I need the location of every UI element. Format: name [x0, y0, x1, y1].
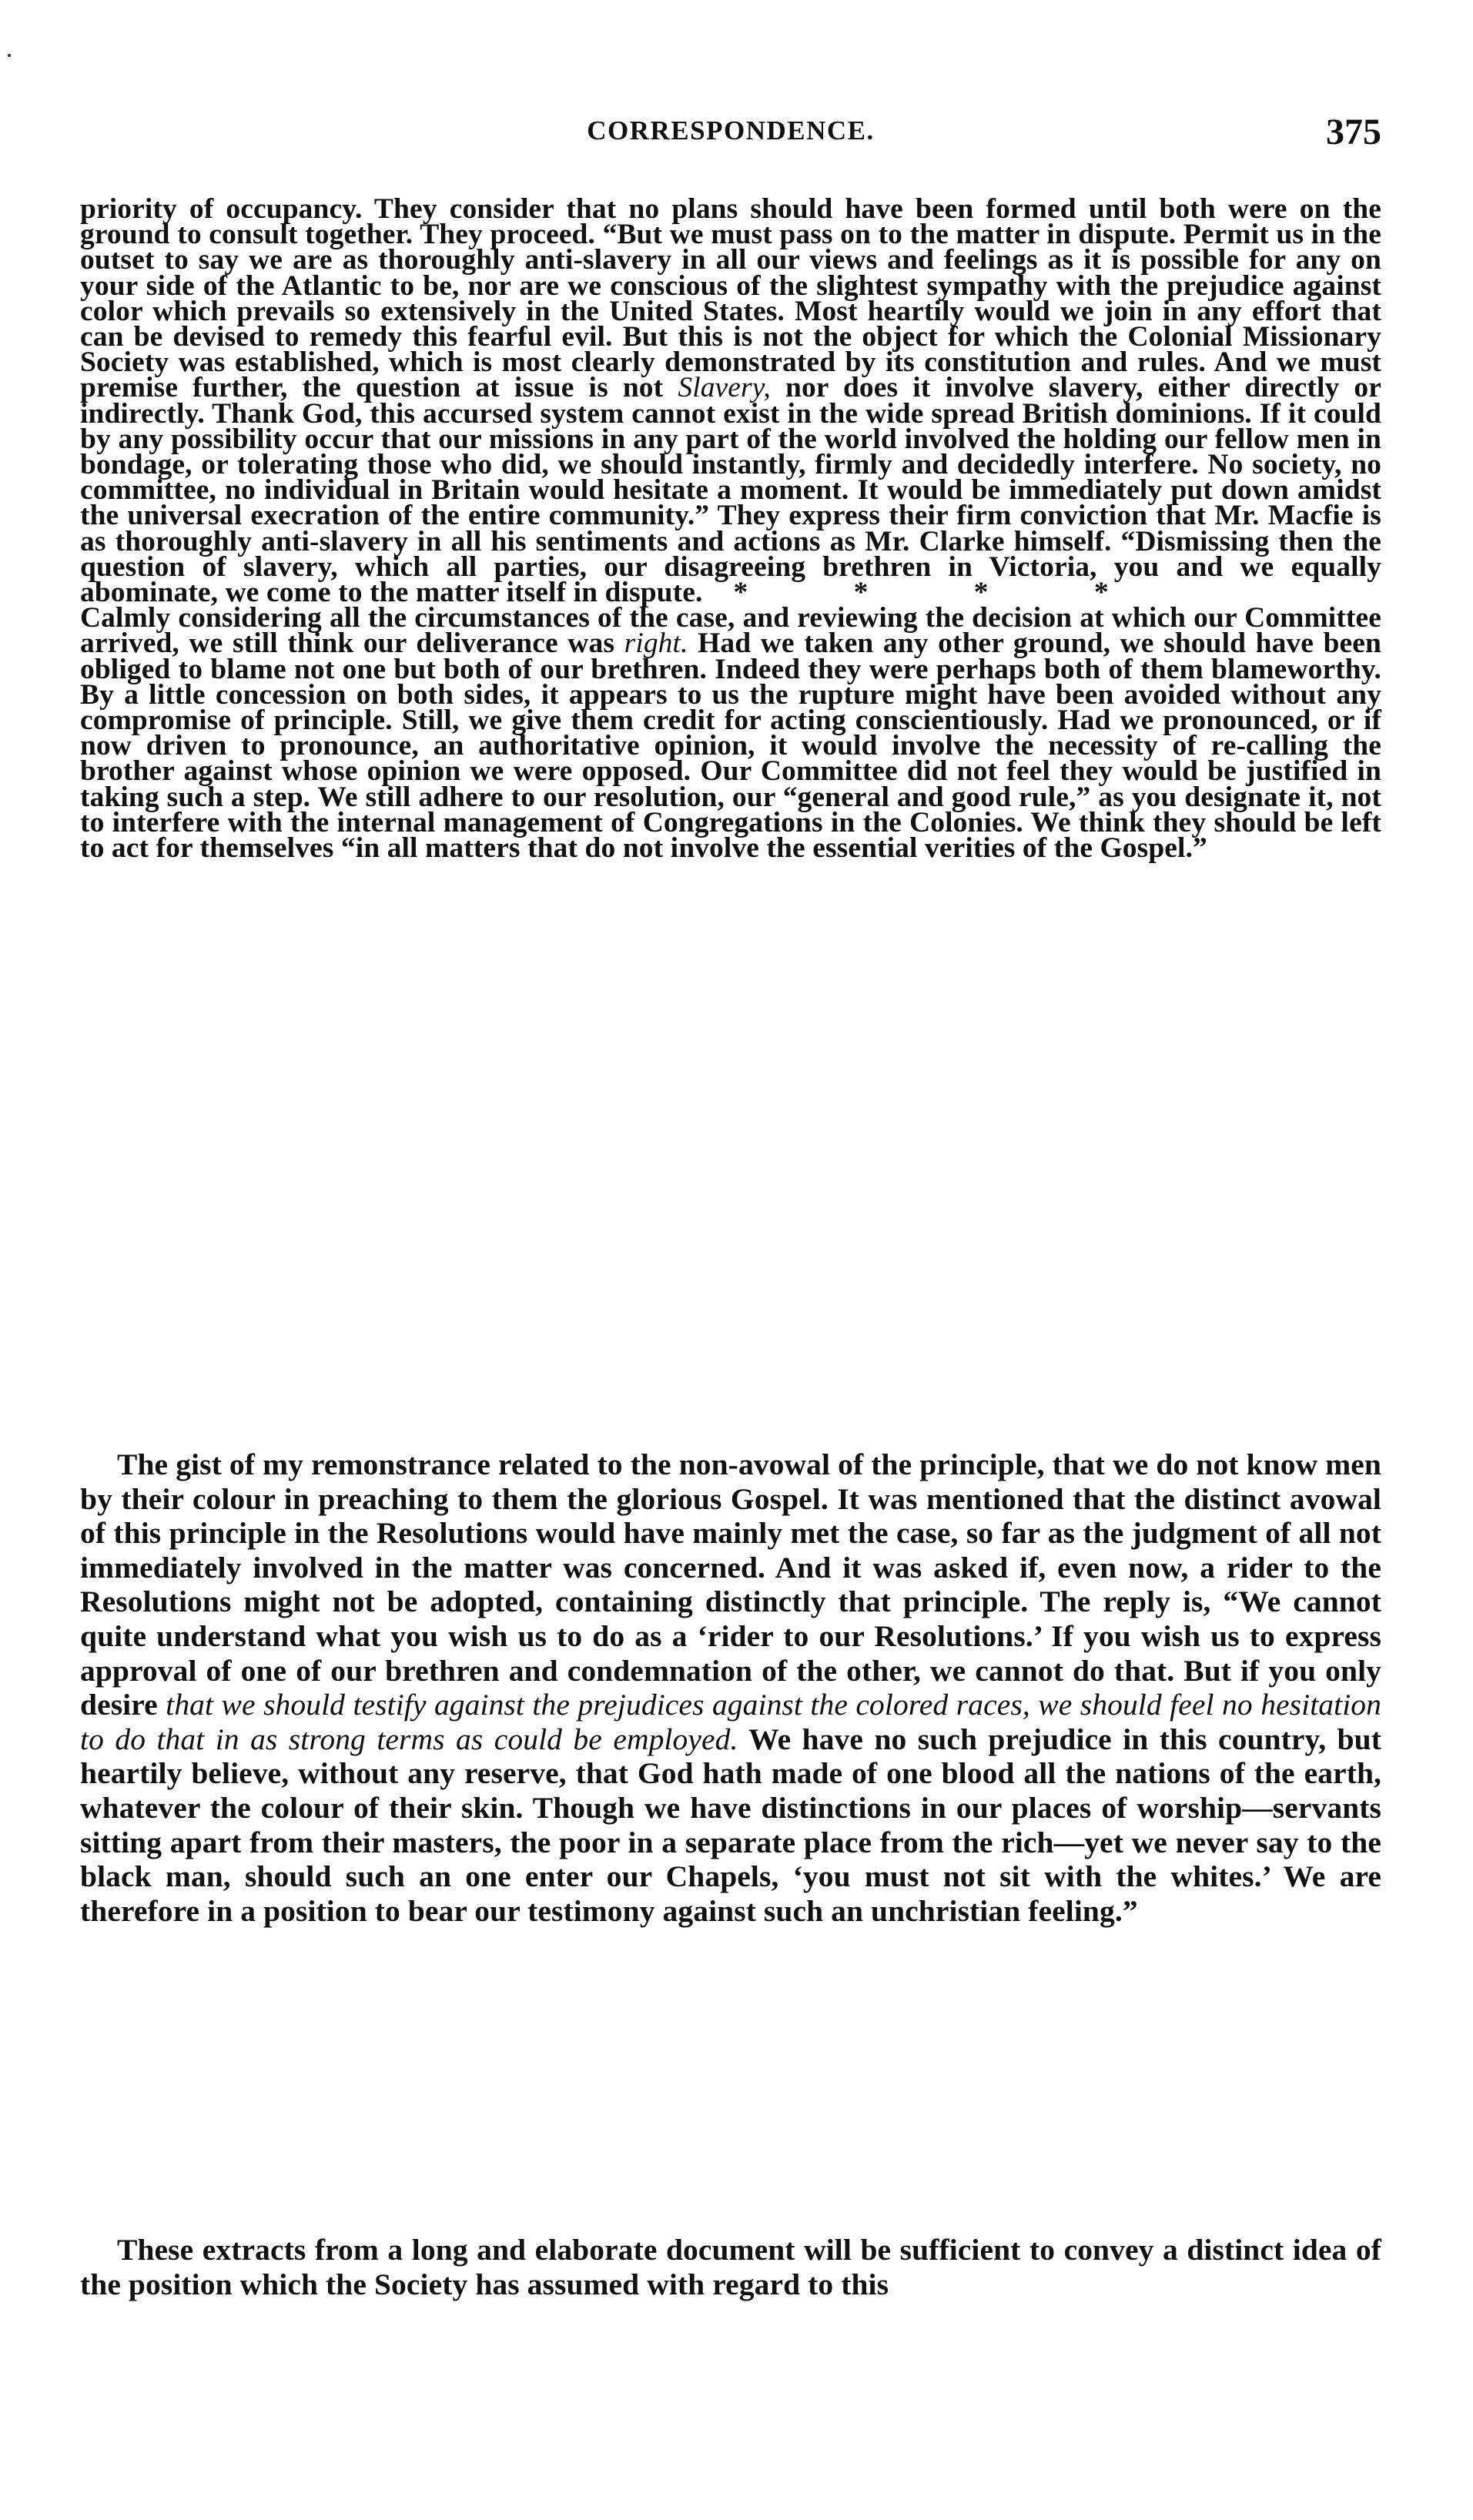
paragraph-1-text-2: We have no such prejudice in this country, but heartily believe, without any reserve, that God hath made of one blood all the nations of the earth, whatever the colour of their skin. Though we have distinctions in our places of worship—servants sitting apart from their masters, the poor in a separate place from the rich—yet we never say to the black man, should such an one enter our Chapels, ‘you must not sit with the whites.’ We are therefore in a position to bear our testimony against such an unchristian feeling.” [80, 1722, 1381, 1928]
quote-paragraph-1 [80, 193, 1381, 609]
ellipsis-stars: * * * * [733, 577, 1158, 609]
paragraph-extracts: These extracts from a long and elaborate document will be sufficient to convey a distinct idea of the position which the Society has assumed with regard to this [80, 2233, 1381, 2301]
body-paragraph-2 [80, 2233, 1381, 2301]
quote-text-1: priority of occupancy. They consider that no plans should have been formed until both were on the ground to consult together. They proceed. “But we must pass on to the matter in dispute. Permit us in the outset to say we are as thoroughly anti-slavery in all our views and feelings as it is possible for any on your side of the Atlantic to be, nor are we conscious of the slightest sympathy with the prejudice against color which prevails so extensively in the United States. Most heartily would we join in any effort that can be devised to remedy this fearful evil. But this is not the object for which the Colonial Missionary Society was established, which is most clearly demonstrated by its constitution and rules. And we must premise further, the question at issue is not [80, 193, 1381, 404]
paragraph-1-text-1: The gist of my remonstrance related to the non-avowal of the principle, that we do not know men by their colour in preaching to them the glorious Gospel. It was mentioned that the distinct avowal of this principle in the Resolutions would have mainly met the case, so far as the judgment of all not immediately involved in the matter was concerned. And it was asked if, even now, a rider to the Resolutions might not be adopted, containing distinctly that principle. The reply is, “We cannot quite understand what you wish us to do as a ‘rider to our Resolutions.’ If you wish us to express approval of one of our brethren and condemnation of the other, we cannot do that. But if you only desire [80, 1447, 1381, 1722]
quote-italic-slavery: Slavery, [678, 372, 771, 404]
page-header [80, 112, 1381, 162]
body-paragraph-1 [80, 1447, 1381, 1928]
quote-paragraph-2 [80, 602, 1382, 865]
running-head: CORRESPONDENCE. [587, 115, 875, 146]
stray-ink-mark [8, 54, 11, 57]
quote-text-4: Had we taken any other ground, we should have been obliged to blame not one but both of our brethren. Indeed they were perhaps both of them blameworthy. By a little concession on both sides, it appears to us the rupture might have been avoided without any compromise of principle. Still, we give them credit for acting conscientiously. Had we pronounced, or if now driven to pronounce, an authoritative opinion, it would involve the necessity of re-calling the brother against whose opinion we were opposed. Our Committee did not feel they would be justified in taking such a step. We still adhere to our resolution, our “general and good rule,” as you designate it, not to interfere with the internal management of Congregations in the Colonies. We think they should be left to act for themselves “in all matters that do not involve the essential verities of the Gospel.” [80, 627, 1382, 865]
paragraph-1-italic: that we should testify against the prejudices against the colored races, we should feel no hesitation to do that in as strong terms as could be employed. [80, 1688, 1381, 1756]
page-number: 375 [1326, 112, 1381, 152]
quote-text-3: Calmly considering all the circumstances of the case, and reviewing the decision at which our Committee arrived, we still think our deliverance was [80, 602, 1381, 660]
quote-text-2: nor does it involve slavery, either directly or indirectly. Thank God, this accursed system cannot exist in the wide spread British dominions. If it could by any possibility occur that our missions in any part of the world involved the holding our fellow men in bondage, or tolerating those who did, we should instantly, firmly and decidedly interfere. No society, no committee, no individual in Britain would hesitate a moment. It would be immediately put down amidst the universal execration of the entire community.” They express their firm conviction that Mr. Macfie is as thoroughly anti-slavery in all his sentiments and actions as Mr. Clarke himself. “Dismissing then the question of slavery, which all parties, our disagreeing brethren in Victoria, you and we equally abominate, we come to the matter itself in dispute. [80, 372, 1381, 609]
quote-italic-right: right. [624, 627, 688, 660]
paragraph-remonstrance [80, 1447, 1381, 1928]
quoted-extract [80, 193, 1382, 865]
